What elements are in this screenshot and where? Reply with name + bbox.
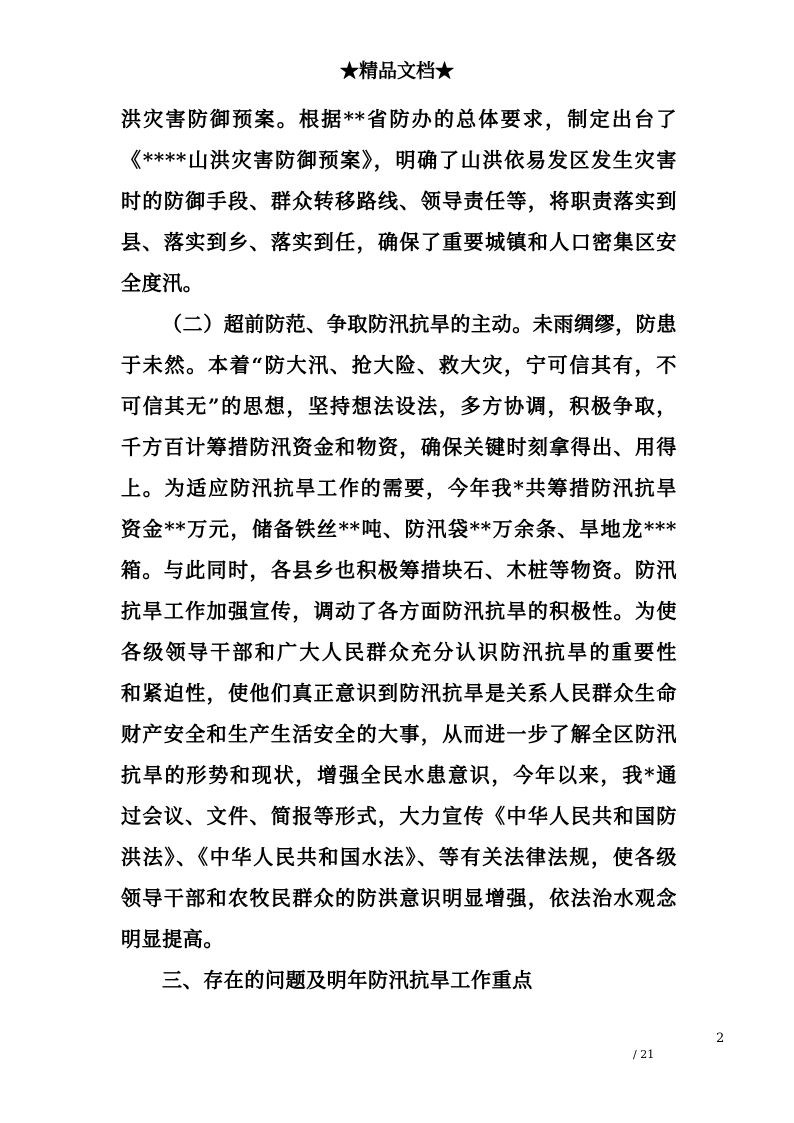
body-line: 财产安全和生产生活安全的大事，从而进一步了解全区防汛 xyxy=(121,722,677,746)
document-header-title: ★精品文档★ xyxy=(339,60,454,82)
body-line: 抗旱的形势和现状，增强全民水患意识，今年以来，我*通 xyxy=(121,763,677,787)
body-line: 过会议、文件、简报等形式，大力宣传《中华人民共和国防 xyxy=(121,804,677,828)
body-line: 可信其无”的思想，坚持想法设法，多方协调，积极争取， xyxy=(121,394,677,418)
body-line: 抗旱工作加强宣传，调动了各方面防汛抗旱的积极性。为使 xyxy=(121,599,677,623)
body-line: 箱。与此同时，各县乡也积极筹措块石、木桩等物资。防汛 xyxy=(121,558,677,582)
body-line: 时的防御手段、群众转移路线、领导责任等，将职责落实到 xyxy=(121,189,677,213)
body-line: 上。为适应防汛抗旱工作的需要，今年我*共筹措防汛抗旱 xyxy=(121,476,677,500)
body-line: 《****山洪灾害防御预案》，明确了山洪依易发区发生灾害 xyxy=(121,148,677,172)
body-line: 各级领导干部和广大人民群众充分认识防汛抗旱的重要性 xyxy=(121,640,677,664)
body-line: 全度汛。 xyxy=(121,271,204,295)
body-line: 县、落实到乡、落实到任，确保了重要城镇和人口密集区安 xyxy=(121,230,677,254)
body-line: 和紧迫性，使他们真正意识到防汛抗旱是关系人民群众生命 xyxy=(121,681,677,705)
body-line: 洪法》、《中华人民共和国水法》、等有关法律法规，使各级 xyxy=(121,845,677,869)
body-line: 洪灾害防御预案。根据**省防办的总体要求，制定出台了 xyxy=(121,107,677,131)
body-line: 千方百计筹措防汛资金和物资，确保关键时刻拿得出、用得 xyxy=(121,435,677,459)
document-body xyxy=(121,99,677,1001)
body-line: 于未然。本着“防大汛、抢大险、救大灾，宁可信其有，不 xyxy=(121,353,677,377)
body-line: 资金**万元，储备铁丝**吨、防汛袋**万余条、旱地龙*** xyxy=(121,517,677,541)
body-line: 领导干部和农牧民群众的防洪意识明显增强，依法治水观念 xyxy=(121,886,677,910)
page-total: / 21 xyxy=(633,1048,655,1061)
body-line: 明显提高。 xyxy=(121,927,224,951)
page-number: 2 xyxy=(716,1031,725,1046)
section-heading: 三、存在的问题及明年防汛抗旱工作重点 xyxy=(162,968,533,992)
body-line: （二）超前防范、争取防汛抗旱的主动。未雨绸缪，防患 xyxy=(162,312,677,336)
